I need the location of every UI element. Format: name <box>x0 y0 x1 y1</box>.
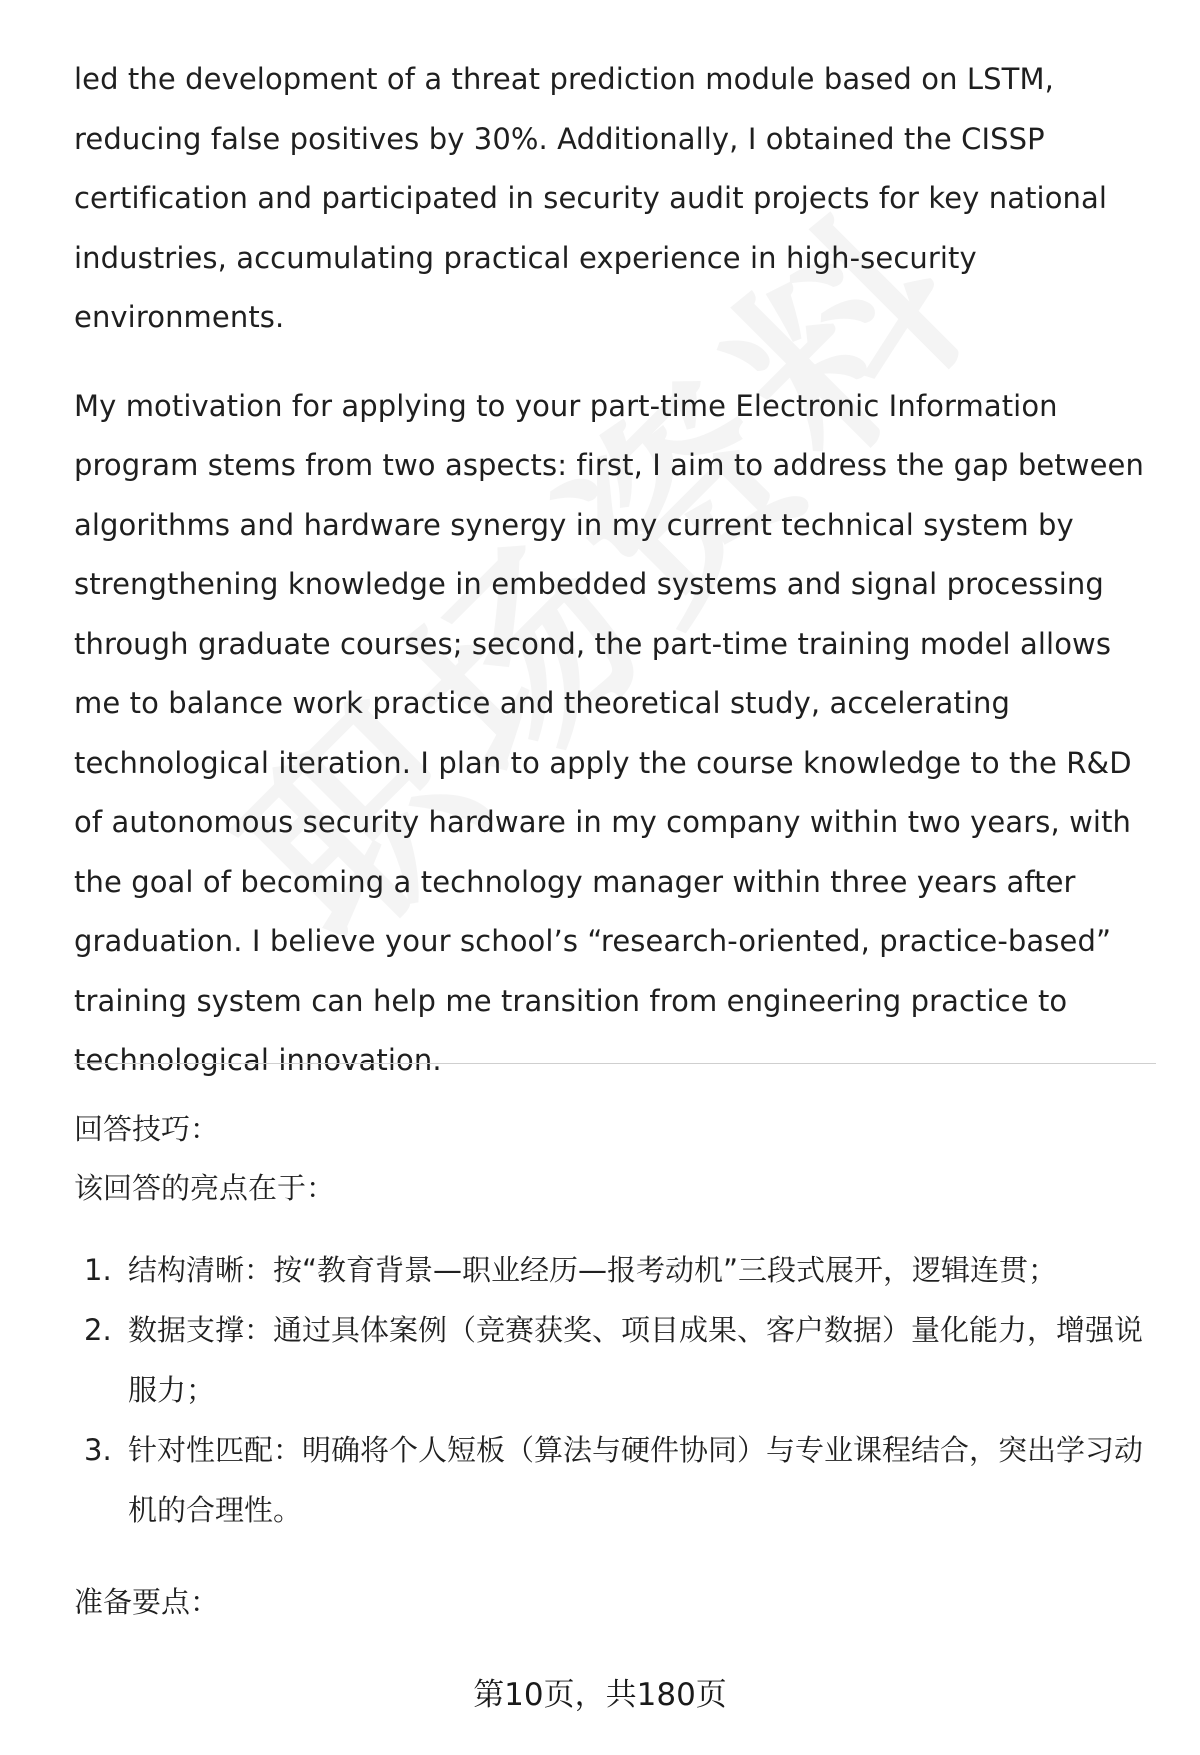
paragraph: led the development of a threat prediction module based on LSTM, reducing false positives by 30%. Additionally, I obtained the CISSP certification and participated in security audit projects for key national industries, accumulating practical experience in high-security environments. <box>74 62 1108 334</box>
list-item-text: 结构清晰：按“教育背景—职业经历—报考动机”三段式展开，逻辑连贯； <box>128 1253 1058 1287</box>
paragraph: My motivation for applying to your part-time Electronic Information program stems from two aspects: first, I aim to address the gap between algorithms and hardware synergy in my current technical system by strengthening knowledge in embedded systems and signal processing through graduate courses; second, the part-time training model allows me to balance work practice and theoretical study, accelerating technological iteration. I plan to apply the course knowledge to the R&D of autonomous security hardware in my company within two years, with the goal of becoming a technology manager within three years after graduation. I believe your school’s “research-oriented, practice-based” training system can help me transition from engineering practice to technological innovation. <box>74 388 1144 1077</box>
list-number: 2. <box>84 1313 112 1347</box>
answer-tips-section <box>74 1100 1154 1540</box>
tips-intro: 该回答的亮点在于： <box>74 1171 336 1205</box>
prep-heading: 准备要点： <box>74 1585 220 1619</box>
page-number: 第10页，共180页 <box>473 1677 727 1713</box>
tips-list <box>74 1240 1154 1540</box>
list-item-text: 数据支撑：通过具体案例（竞赛获奖、项目成果、客户数据）量化能力，增强说服力； <box>128 1313 1144 1407</box>
list-item <box>74 1300 1154 1420</box>
list-item-text: 针对性匹配：明确将个人短板（算法与硬件协同）与专业课程结合，突出学习动机的合理性。 <box>128 1433 1144 1527</box>
body-text <box>74 50 1154 1091</box>
list-number: 1. <box>84 1253 112 1287</box>
list-item <box>74 1420 1154 1540</box>
list-item <box>74 1240 1154 1300</box>
tips-heading: 回答技巧： <box>74 1112 220 1146</box>
list-number: 3. <box>84 1433 112 1467</box>
section-divider <box>74 1063 1156 1064</box>
